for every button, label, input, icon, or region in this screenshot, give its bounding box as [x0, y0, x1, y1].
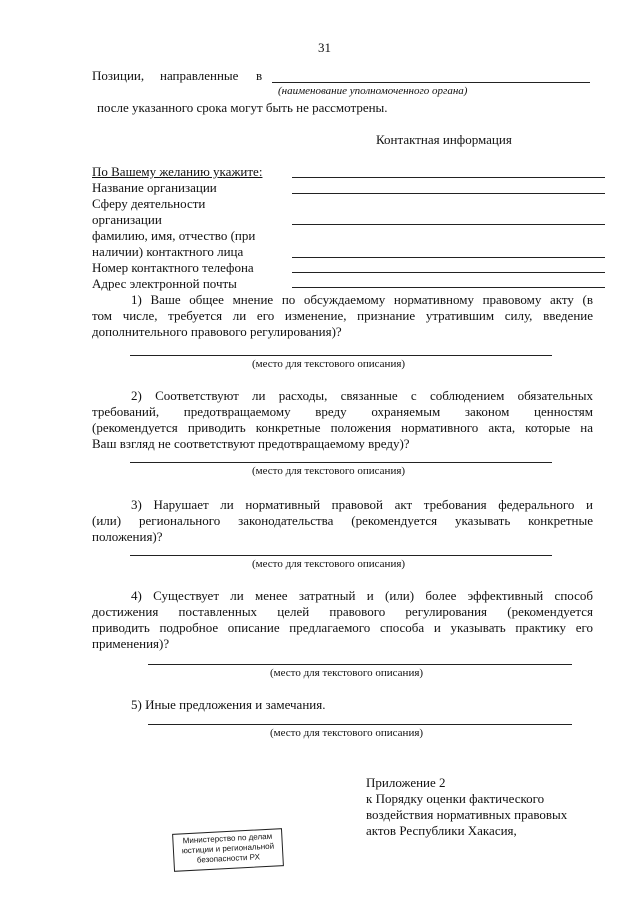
question-1-line: дополнительного правового регулирования)? [92, 324, 342, 339]
contact-field-line [292, 272, 605, 273]
answer-line-4 [148, 664, 572, 665]
page-number: 31 [318, 40, 331, 55]
stamp-line: Министерство по делам [182, 831, 273, 846]
appendix-line: Приложение 2 [366, 775, 446, 790]
authority-blank-line [272, 82, 590, 83]
authority-caption: (наименование уполномоченного органа) [278, 85, 468, 97]
question-1-line: том числе, требуется ли его изменение, признание утратившим силу, введение [92, 308, 593, 323]
contact-title: Контактная информация [376, 132, 512, 147]
answer-caption-3: (место для текстового описания) [252, 558, 406, 570]
contact-field-line [292, 287, 605, 288]
intro-prep: в [256, 68, 263, 83]
contact-field-label: Название организации [92, 180, 217, 195]
question-2-line: 2) Соответствуют ли расходы, связанные с соблюдением обязательных [131, 388, 593, 403]
stamp-line: юстиции и региональной [181, 841, 275, 856]
intro-after: после указанного срока могут быть не рассмотрены. [97, 100, 388, 115]
question-2-line: (рекомендуется приводить конкретные положения нормативного акта, которые на [92, 420, 593, 435]
question-3-line: (или) регионального законодательства (рекомендуется указывать конкретные [92, 513, 593, 528]
question-2-line: Ваш взгляд не соответствуют предотвращаемому вреду)? [92, 436, 410, 451]
contact-field-label: наличии) контактного лица [92, 244, 244, 259]
question-4-line: 4) Существует ли менее затратный и (или) более эффективный способ [131, 588, 593, 603]
answer-line-1 [130, 355, 552, 356]
ministry-stamp [172, 828, 284, 872]
contact-field-line [292, 257, 605, 258]
answer-caption-4: (место для текстового описания) [270, 667, 424, 679]
contact-field-label: фамилию, имя, отчество (при [92, 228, 256, 243]
answer-line-5 [148, 724, 572, 725]
answer-caption-1: (место для текстового описания) [252, 358, 406, 370]
question-1-line: 1) Ваше общее мнение по обсуждаемому нормативному правовому акту (в [131, 292, 593, 307]
appendix-line: актов Республики Хакасия, [366, 823, 517, 838]
answer-caption-5: (место для текстового описания) [270, 727, 424, 739]
intro-lead: Позиции, [92, 68, 145, 83]
contact-field-line [292, 193, 605, 194]
contact-field-label: Номер контактного телефона [92, 260, 254, 275]
contact-field-label: Адрес электронной почты [92, 276, 237, 291]
answer-line-3 [130, 555, 552, 556]
contact-field-label: Сферу деятельности [92, 196, 206, 211]
contact-prompt: По Вашему желанию укажите: [92, 164, 263, 179]
question-2-line: требований, предотвращаемому вреду охраняемым законом ценностям [92, 404, 593, 419]
question-4-line: приводить подробное описание предлагаемого способа и указывать практику его [92, 620, 593, 635]
question-4-line: достижения поставленных целей правового регулирования (рекомендуется [92, 604, 593, 619]
appendix-line: воздействия нормативных правовых [366, 807, 568, 822]
question-5-line: 5) Иные предложения и замечания. [131, 697, 326, 712]
contact-field-line [292, 177, 605, 178]
contact-field-line [292, 224, 605, 225]
contact-field-label: организации [92, 212, 162, 227]
question-4-line: применения)? [92, 636, 170, 651]
answer-caption-2: (место для текстового описания) [252, 465, 406, 477]
answer-line-2 [130, 462, 552, 463]
stamp-line: безопасности РХ [196, 852, 261, 865]
intro-middle: направленные [160, 68, 239, 83]
question-3-line: 3) Нарушает ли нормативный правовой акт требования федерального и [131, 497, 593, 512]
appendix-line: к Порядку оценки фактического [366, 791, 545, 806]
question-3-line: положения)? [92, 529, 163, 544]
